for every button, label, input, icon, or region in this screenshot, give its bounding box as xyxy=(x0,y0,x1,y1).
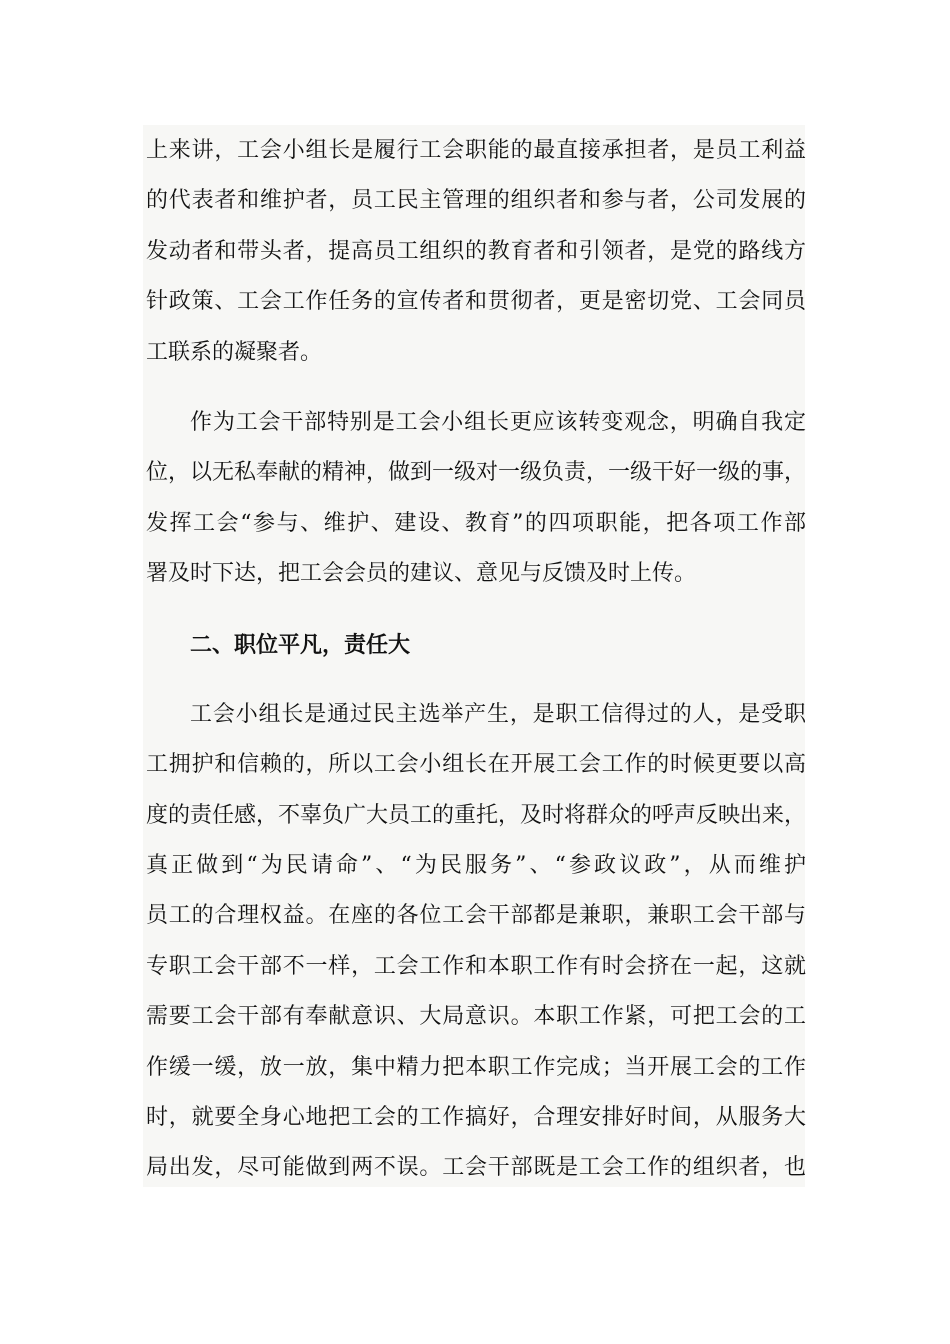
text-line: 上来讲，工会小组长是履行工会职能的最直接承担者，是员工利益 xyxy=(146,138,806,163)
text-line: 针政策、工会工作任务的宣传者和贯彻者，更是密切党、工会同员 xyxy=(146,289,806,315)
text-line: 的代表者和维护者，员工民主管理的组织者和参与者，公司发展的 xyxy=(146,188,806,214)
text-line: 位，以无私奉献的精神，做到一级对一级负责，一级干好一级的事， xyxy=(146,460,807,486)
text-line: 发动者和带头者，提高员工组织的教育者和引领者，是党的路线方 xyxy=(146,238,806,264)
text-line: 局出发，尽可能做到两不误。工会干部既是工会工作的组织者，也 xyxy=(146,1155,806,1181)
text-line: 专职工会干部不一样，工会工作和本职工作有时会挤在一起，这就 xyxy=(146,953,806,979)
text-line: 时，就要全身心地把工会的工作搞好，合理安排好时间，从服务大 xyxy=(146,1105,806,1131)
text-line: 员工的合理权益。在座的各位工会干部都是兼职，兼职工会干部与 xyxy=(146,903,806,929)
section-heading: 二、职位平凡，责任大 xyxy=(190,631,411,658)
text-line: 工会小组长是通过民主选举产生，是职工信得过的人，是受职 xyxy=(190,701,806,727)
paragraph-gap xyxy=(146,378,806,398)
text-line: 需要工会干部有奉献意识、大局意识。本职工作紧，可把工会的工 xyxy=(146,1004,806,1030)
paragraph-3 xyxy=(146,690,806,1194)
text-line: 工拥护和信赖的，所以工会小组长在开展工会工作的时候更要以高 xyxy=(146,752,806,778)
text-line: 作缓一缓，放一放，集中精力把本职工作完成；当开展工会的工作 xyxy=(146,1054,806,1080)
text-line: 度的责任感，不辜负广大员工的重托，及时将群众的呼声反映出来， xyxy=(146,802,807,828)
paragraph-2 xyxy=(146,398,806,600)
text-line: 真正做到“为民请命”、“为民服务”、“参政议政”，从而维护 xyxy=(146,853,806,879)
text-line: 工联系的凝聚者。 xyxy=(146,339,323,365)
paragraph-gap xyxy=(146,600,806,620)
document-body xyxy=(146,126,806,1194)
paragraph-1 xyxy=(146,126,806,378)
text-line: 发挥工会“参与、维护、建设、教育”的四项职能，把各项工作部 xyxy=(146,510,806,536)
text-line: 署及时下达，把工会会员的建议、意见与反馈及时上传。 xyxy=(146,561,697,587)
text-line: 作为工会干部特别是工会小组长更应该转变观念，明确自我定 xyxy=(190,409,806,435)
paragraph-gap xyxy=(146,670,806,690)
